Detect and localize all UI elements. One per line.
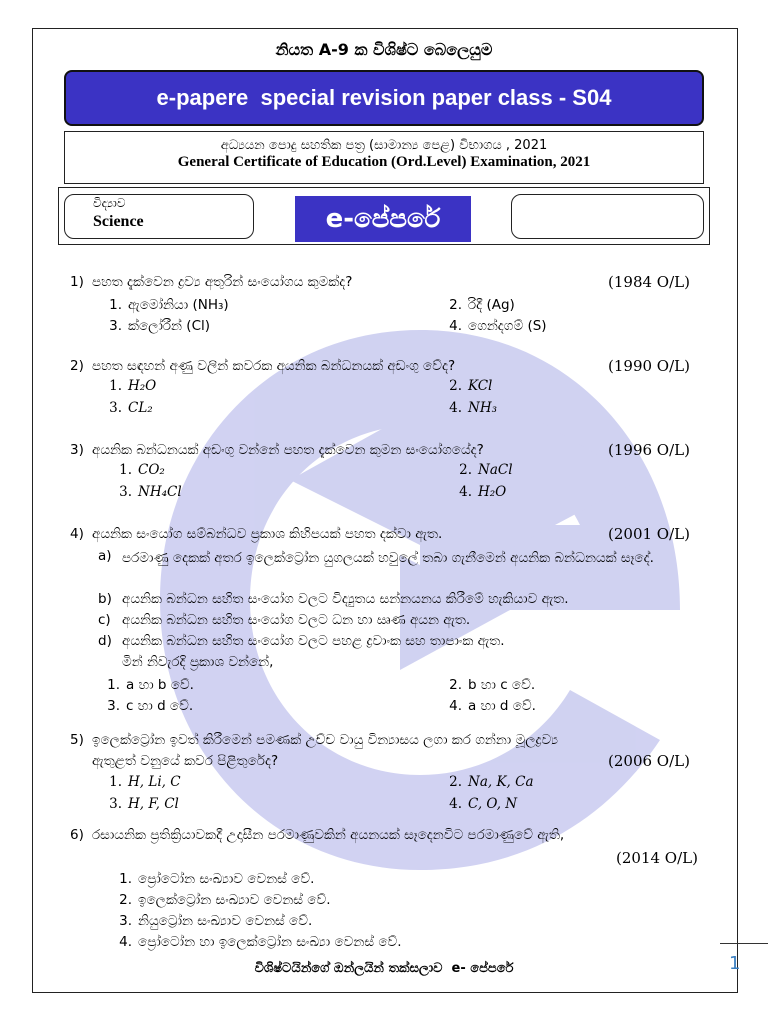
question-year: (2006 O/L) [608,752,690,770]
index-number-box [511,194,704,239]
option: 1. ප්‍රෝටෝන සංඛ්‍යාව වෙනස් වේ. [119,871,315,887]
option: 4. ප්‍රෝටෝන හා ඉලෙක්ට්‍රෝන සංඛ්‍යා වෙනස් වේ. [119,934,402,950]
option: 2. KCl [449,378,493,394]
question-number: 3) [70,442,84,458]
question-number: 6) [70,827,84,843]
exam-title-english: General Certificate of Education (Ord.Level) Examination, 2021 [177,154,591,170]
statement-label: c) [98,612,111,628]
option: 3. ක්ලෝරීන් (Cl) [109,318,211,334]
question-year: (2014 O/L) [616,849,698,867]
question-number: 4) [70,526,84,542]
option: 2. ඉලෙක්ට්‍රෝන සංඛ්‍යාව වෙනස් වේ. [119,892,331,908]
question-text: අයනික සංයෝග සම්බන්ධව ප්‍රකාශ කිහිපයක් පහත දක්වා ඇත. [92,526,443,542]
option: 1. H, Li, C [109,774,181,790]
option: 4. ගෙන්දගම් (S) [449,318,547,334]
subject-label: විද්‍යාව [93,196,126,210]
top-title: නියත A-9 ක විශිෂ්ට බෙලෙයුම [275,40,493,59]
option: 3. නියුට්‍රෝන සංඛ්‍යාව වෙනස් වේ. [119,913,313,929]
exam-title-sinhala: අධ්‍යයන පොදු සහතික පත්‍ර (සාමාන්‍ය පෙළ) විභාගය , 2021 [220,138,548,153]
question-year: (1990 O/L) [608,357,690,375]
footer-text: විශිෂ්ටයින්ගේ ඔන්ලයින් තක්සලාව e- පේපරේ [254,961,514,976]
question-number: 5) [70,732,84,748]
statement-text: පරමාණු දෙකක් අතර ඉලෙක්ට්‍රෝන යුගලයක් හවුලේ තබා ගැනීමෙන් අයනික බන්ධනයක් සෑදේ. [122,550,654,566]
question-text: අයනික බන්ධනයක් අඩංගු වන්නේ පහත දැක්වෙන කුමන සංයෝගයේද? [92,442,484,458]
option: 3. NH₄Cl [119,484,182,500]
option: 3. c හා d වේ. [107,698,194,714]
question-text: පහත දැක්වෙන ද්‍රව්‍ය අතුරින් සංයෝගය කුමක්ද? [92,274,353,290]
statement-label: b) [98,591,112,607]
statement-text: අයනික බන්ධන සහිත සංයෝග වලට විද්‍යුතය සන්නයනය කිරීමේ හැකියාව ඇත. [122,591,569,607]
banner-text: e-papere special revision paper class - S04 [156,85,612,110]
question-number: 2) [70,358,84,374]
subject-value: Science [93,213,144,230]
question-text: ඉලෙක්ට්‍රෝන ඉවත් කිරීමෙන් පමණක් උච්ච වායු වින්‍යාසය ලගා කර ගන්නා මූලද්‍රව්‍ය [92,732,558,748]
option: 3. CL₂ [109,400,153,416]
option: 4. H₂O [459,484,507,500]
option: 4. a හා d වේ. [449,698,536,714]
question-prompt: මින් නිවැරදි ප්‍රකාශ වන්නේ, [122,654,274,670]
e-paper-logo [295,196,471,242]
page-number-rule [720,943,768,944]
question-text: රසායනික ප්‍රතික්‍රියාවකදී උදාසීන පරමාණුවකින් අයනයක් සෑදෙනවිට පරමාණුවේ ඇති, [92,827,565,843]
option: 1. H₂O [109,378,157,394]
question-year: (1984 O/L) [608,273,690,291]
question-year: (2001 O/L) [608,525,690,543]
option: 2. Na, K, Ca [449,774,534,790]
option: 4. NH₃ [449,400,497,416]
option: 1. ඇමෝනියා (NH₃) [109,297,229,313]
question-year: (1996 O/L) [608,441,690,459]
page-number: 1 [729,953,741,974]
option: 2. NaCl [459,462,513,478]
statement-text: අයනික බන්ධන සහිත සංයෝග වලට පහළ ද්‍රවාංක සහ තාපාංක ඇත. [122,633,505,649]
option: 1. CO₂ [119,462,165,478]
option: 1. a හා b වේ. [107,677,194,693]
question-text-continued: ඇතුළත් වනුයේ කවර පිළිතුරේද? [92,753,279,769]
question-text: පහත සඳහන් අණු වලින් කවරක අයනික බන්ධනයක් අඩංගු වේද? [92,358,456,374]
paper-banner [64,70,704,126]
question-number: 1) [70,274,84,290]
option: 2. රිදී (Ag) [449,297,515,313]
option: 4. C, O, N [449,796,518,812]
exam-title-box [64,131,704,184]
option: 2. b හා c වේ. [449,677,536,693]
option: 3. H, F, Cl [109,796,179,812]
statement-label: d) [98,633,112,649]
statement-text: අයනික බන්ධන සහිත සංයෝග වලට ධන හා ඍණ අයන ඇත. [122,612,471,628]
subject-box [64,194,254,239]
statement-label: a) [98,548,112,564]
logo-text: e-පේපරේ [325,203,441,234]
